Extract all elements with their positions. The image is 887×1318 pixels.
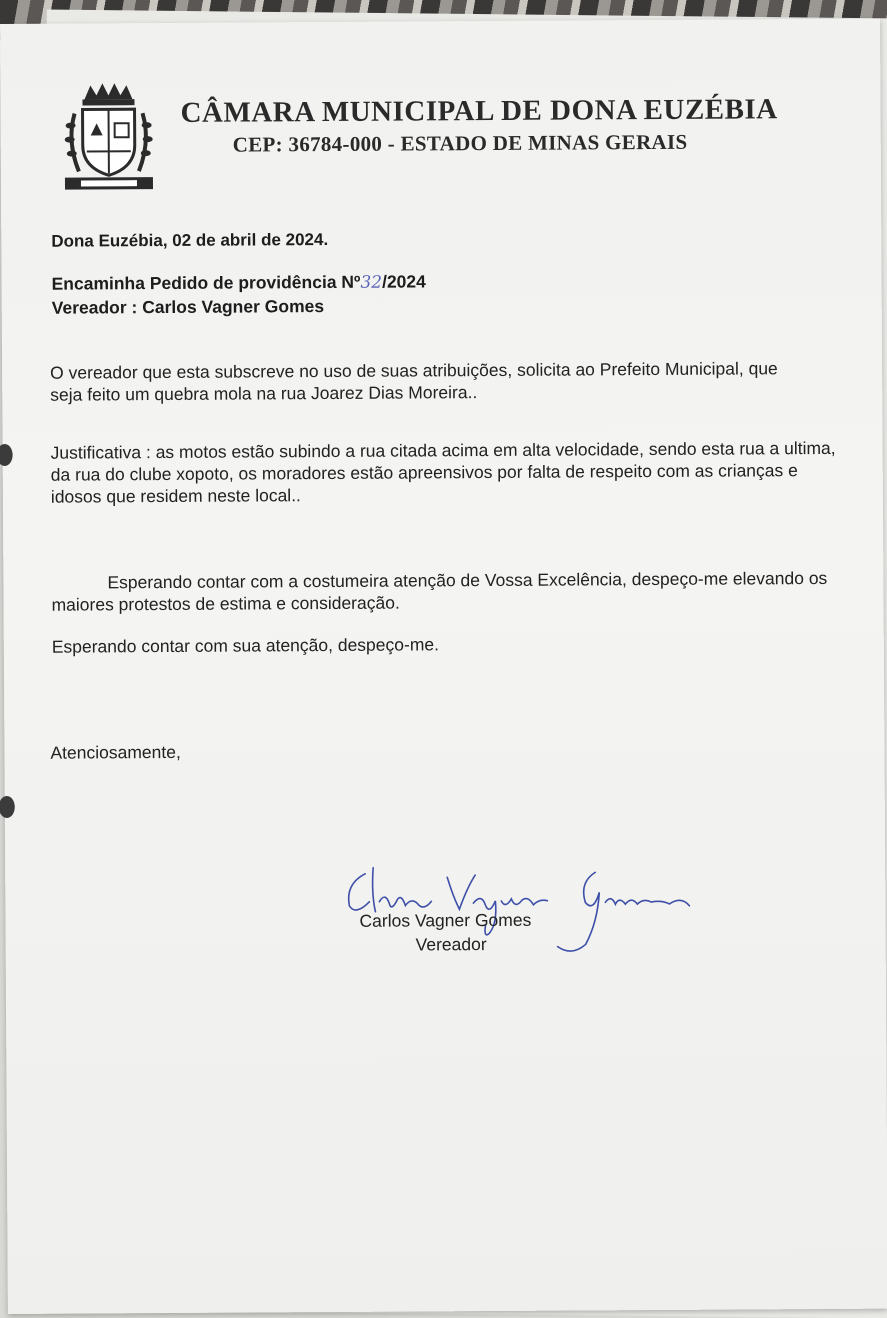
handwritten-request-number: 32: [360, 272, 383, 293]
signer-role: Vereador: [415, 934, 487, 955]
request-paragraph: O vereador que esta subscreve no uso de suas atribuições, solicita ao Prefeito Municipal, que seja feito um quebra mola na rua Joarez Dias Moreira..: [50, 358, 778, 405]
vereador-line: Vereador : Carlos Vagner Gomes: [51, 296, 325, 318]
letter-page: [0, 19, 887, 1314]
farewell-paragraph: [51, 567, 831, 616]
closing-salutation: Atenciosamente,: [50, 741, 181, 763]
handwritten-signature: [335, 852, 706, 964]
signer-name: Carlos Vagner Gomes: [359, 909, 532, 931]
chamber-subtitle: CEP: 36784-000 - ESTADO DE MINAS GERAIS: [232, 129, 688, 157]
subject-suffix: /2024: [381, 271, 426, 292]
subject-line: [52, 271, 426, 294]
punch-hole-bottom: [0, 796, 15, 818]
justification-paragraph: Justificativa : as motos estão subindo a rua citada acima em alta velocidade, sendo esta rua a ultima, da rua do clube xopoto, os moradores estão apreensivos por falta de respeito com as crianças e idosos que residem neste local..: [50, 437, 836, 507]
farewell-text: Esperando contar com a costumeira atenção de Vossa Excelência, despeço-me elevando os maiores protestos de estima e consideração.: [51, 567, 828, 615]
coat-of-arms-icon: [60, 79, 157, 192]
subject-prefix: Encaminha Pedido de providência Nº: [51, 271, 361, 294]
date-line: Dona Euzébia, 02 de abril de 2024.: [51, 229, 329, 251]
punch-hole-top: [0, 444, 13, 466]
chamber-title: CÂMARA MUNICIPAL DE DONA EUZÉBIA: [180, 93, 778, 129]
short-farewell-paragraph: Esperando contar com sua atenção, despeço-me.: [51, 634, 440, 657]
